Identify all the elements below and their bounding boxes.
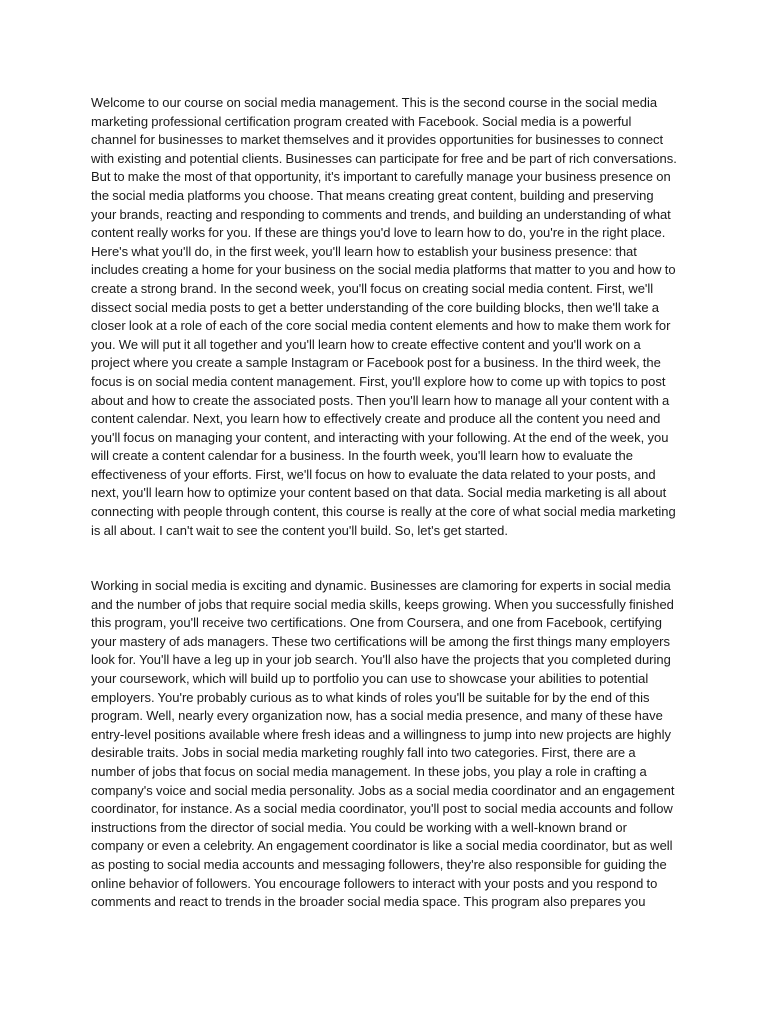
paragraph-course-intro: Welcome to our course on social media management. This is the second course in the social media marketing professional certification program created with Facebook. Social media is a powerful channel for businesses to market themselves and it provides opportunities for businesses to connect with existing and potential clients. Businesses can participate for free and be part of rich conversations. But to make the most of that opportunity, it's important to carefully manage your business presence on the social media platforms you choose. That means creating great content, building and preserving your brands, reacting and responding to comments and trends, and building an understanding of what content really works for you. If these are things you'd love to learn how to do, you're in the right place. Here's what you'll do, in the first week, you'll learn how to establish your business presence: that includes creating a home for your business on the social media platforms that matter to you and how to create a strong brand. In the second week, you'll focus on creating social media content. First, we'll dissect social media posts to get a better understanding of the core building blocks, then we'll take a closer look at a role of each of the core social media content elements and how to make them work for you. We will put it all together and you'll learn how to create effective content and you'll work on a project where you create a sample Instagram or Facebook post for a business. In the third week, the focus is on social media content management. First, you'll explore how to come up with topics to post about and how to create the associated posts. Then you'll learn how to manage all your content with a content calendar. Next, you learn how to effectively create and produce all the content you need and you'll focus on managing your content, and interacting with your following. At the end of the week, you will create a content calendar for a business. In the fourth week, you'll learn how to evaluate the effectiveness of your efforts. First, we'll focus on how to evaluate the data related to your posts, and next, you'll learn how to optimize your content based on that data. Social media marketing is all about connecting with people through content, this course is really at the core of what social media marketing is all about. I can't wait to see the content you'll build. So, let's get started. — [91, 95, 677, 538]
paragraph-careers: Working in social media is exciting and dynamic. Businesses are clamoring for experts in social media and the number of jobs that require social media skills, keeps growing. When you successfully finished this program, you'll receive two certifications. One from Coursera, and one from Facebook, certifying your mastery of ads managers. These two certifications will be among the first things many employers look for. You'll have a leg up in your job search. You'll also have the projects that you completed during your coursework, which will build up to portfolio you can use to showcase your abilities to potential employers. You're probably curious as to what kinds of roles you'll be suitable for by the end of this program. Well, nearly every organization now, has a social media presence, and many of these have entry-level positions available where fresh ideas and a willingness to jump into new projects are highly desirable traits. Jobs in social media marketing roughly fall into two categories. First, there are a number of jobs that focus on social media management. In these jobs, you play a role in crafting a company's voice and social media personality. Jobs as a social media coordinator and an engagement coordinator, for instance. As a social media coordinator, you'll post to social media accounts and follow instructions from the director of social media. You could be working with a well-known brand or company or even a celebrity. An engagement coordinator is like a social media coordinator, but as well as posting to social media accounts and messaging followers, they're also responsible for guiding the online behavior of followers. You encourage followers to interact with your posts and you respond to comments and react to trends in the broader social media space. This program also prepares you — [91, 578, 675, 910]
